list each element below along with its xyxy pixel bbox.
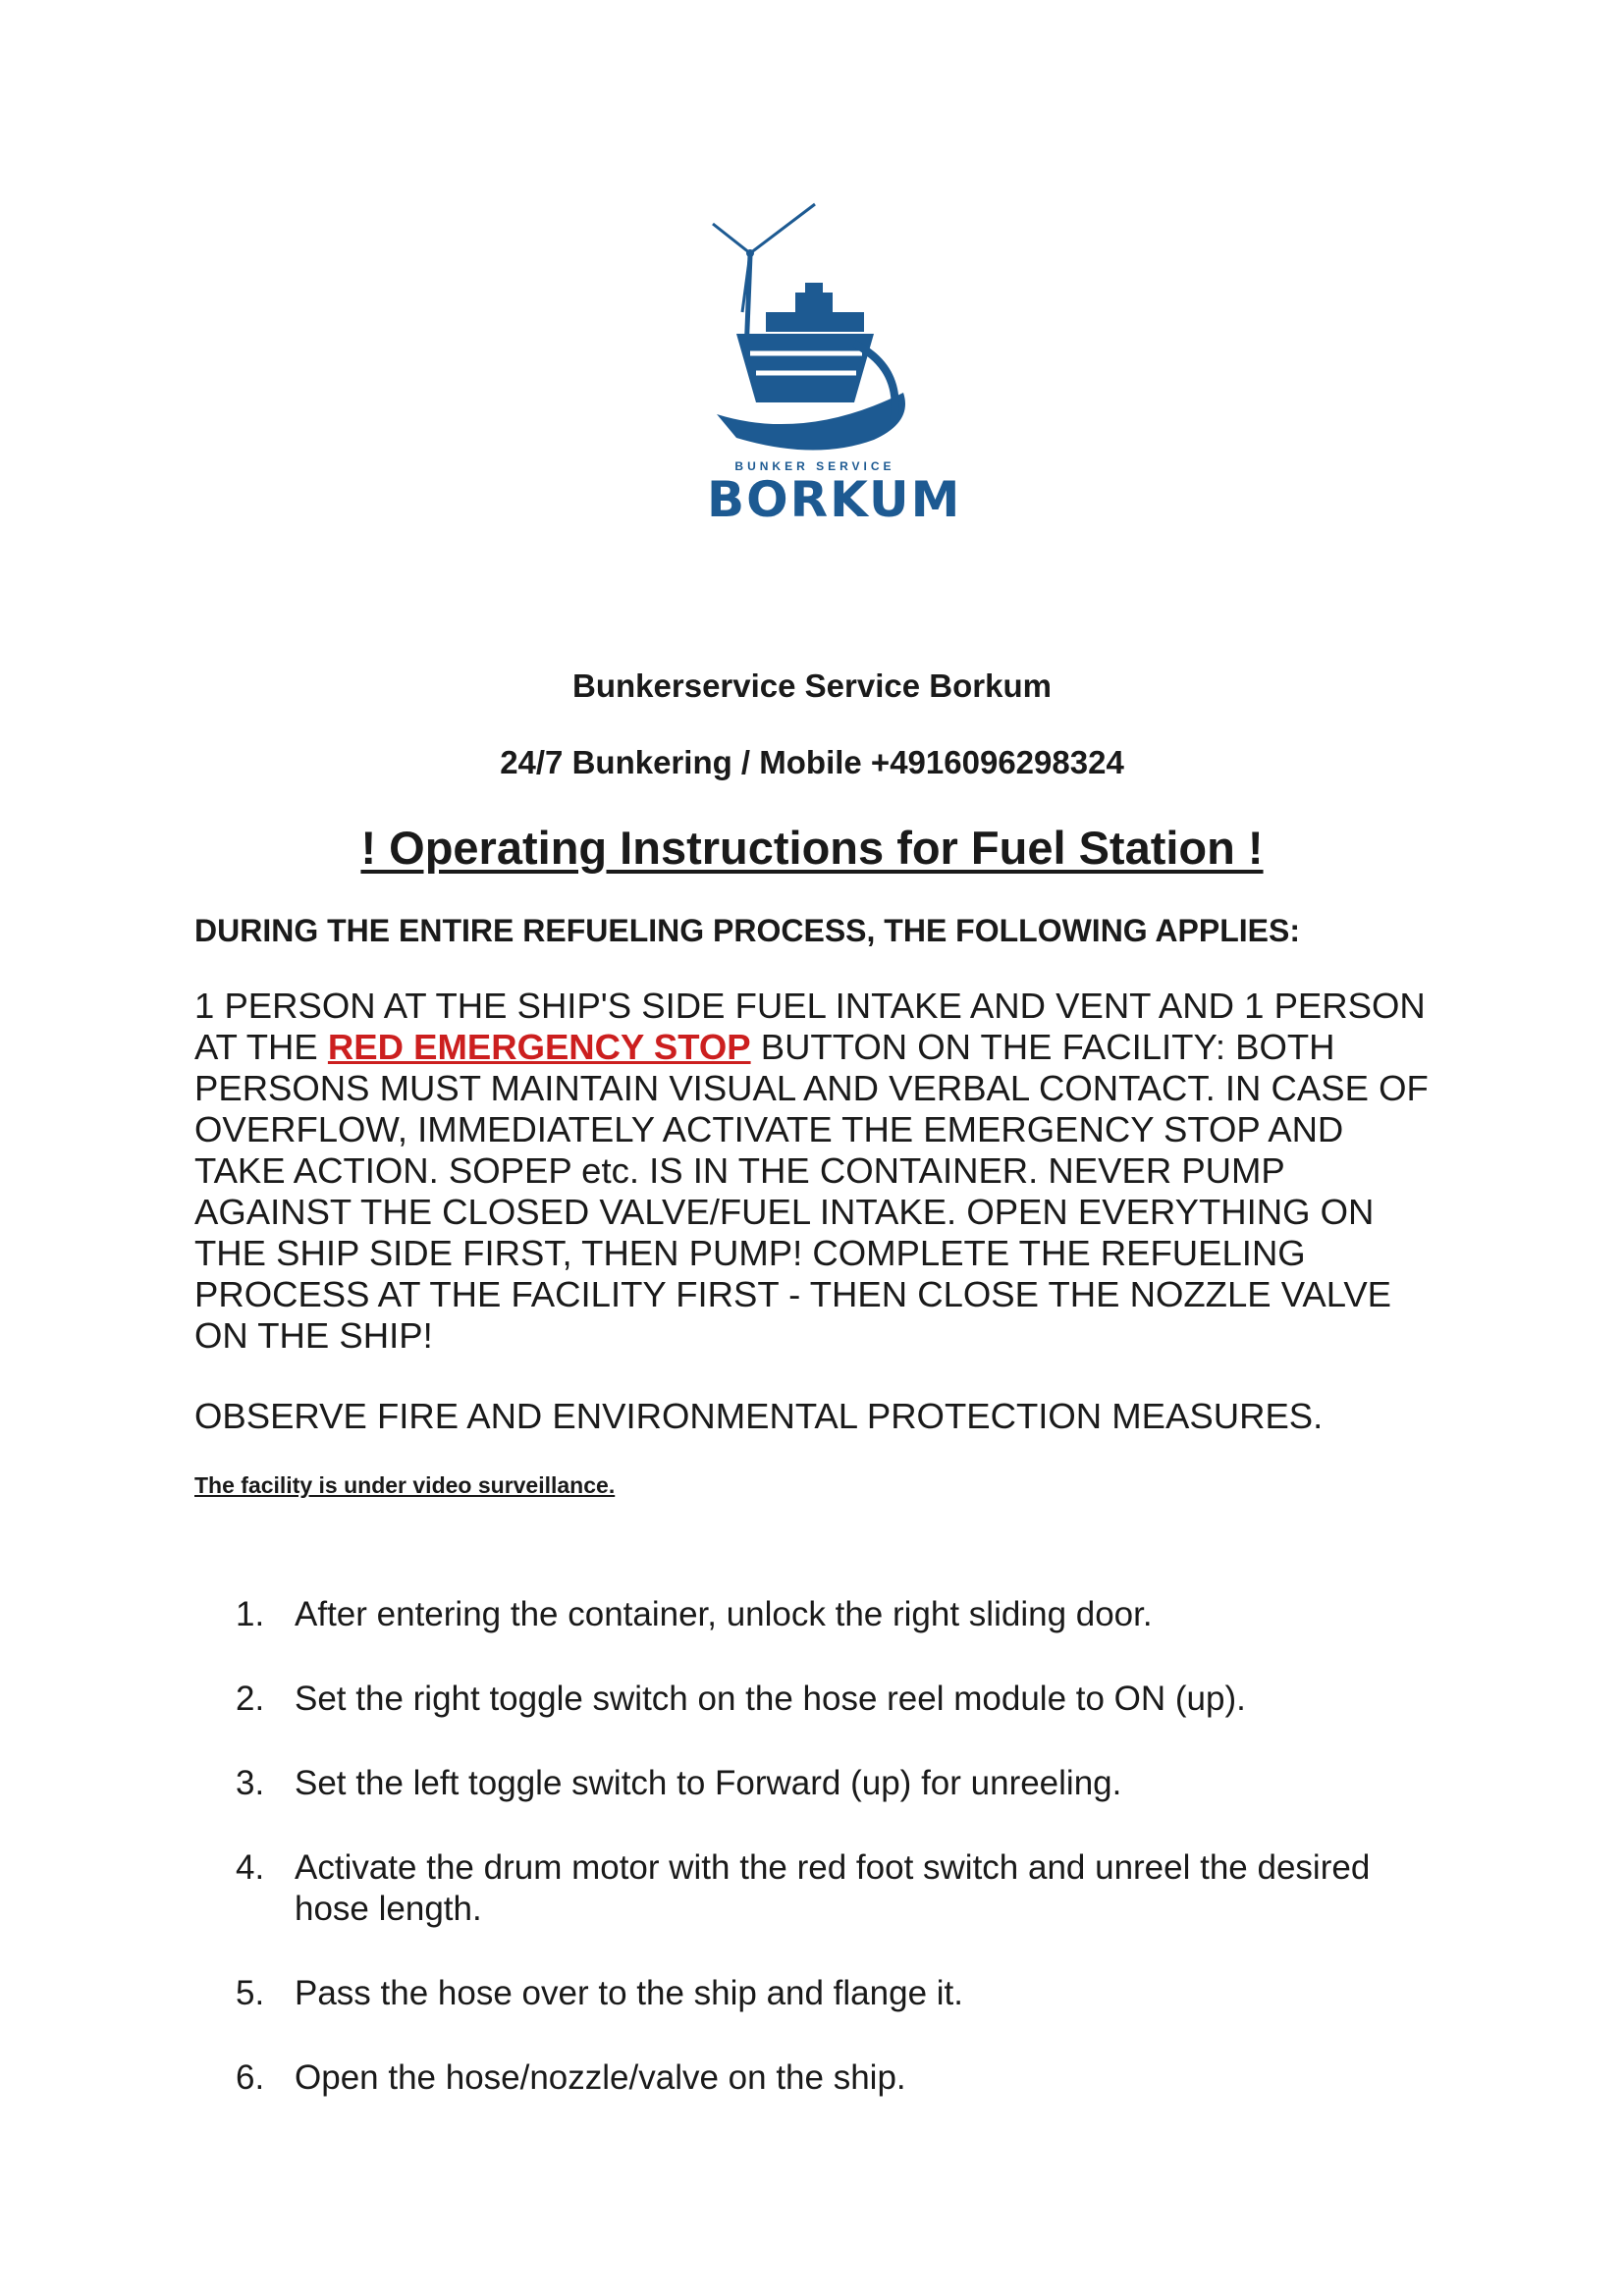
step-text: Activate the drum motor with the red foot switch and unreel the desired [295,1848,1371,1887]
ship-with-wind-turbine-logo [707,196,923,461]
paragraph-line: AGAINST THE CLOSED VALVE/FUEL INTAKE. OPEN EVERYTHING ON [194,1192,1375,1232]
applies-heading: DURING THE ENTIRE REFUELING PROCESS, THE FOLLOWING APPLIES: [194,913,1300,948]
step-number: 3. [236,1764,265,1802]
company-name: Bunkerservice Service Borkum [572,667,1052,704]
document-title: ! Operating Instructions for Fuel Station ! [360,822,1264,874]
paragraph-line: PROCESS AT THE FACILITY FIRST - THEN CLOSE THE NOZZLE VALVE [194,1274,1392,1314]
paragraph-line [194,1027,1451,1068]
paragraph-text: AT THE [194,1027,328,1067]
red-emergency-stop-highlight: RED EMERGENCY STOP [327,1027,751,1067]
step-text: Set the right toggle switch on the hose reel module to ON (up). [295,1680,1246,1718]
surveillance-notice: The facility is under video surveillance. [194,1472,616,1498]
paragraph-line: TAKE ACTION. SOPEP etc. IS IN THE CONTAINER. NEVER PUMP [194,1150,1285,1191]
step-1 [236,1594,1473,1635]
step-2 [236,1679,1473,1720]
step-text: Pass the hose over to the ship and flange it. [295,1974,963,2012]
step-number: 6. [236,2058,265,2097]
step-text: Open the hose/nozzle/valve on the ship. [295,2058,906,2097]
step-number: 1. [236,1595,265,1633]
step-number: 2. [236,1680,265,1718]
step-4 [236,1847,1473,1930]
paragraph-line: THE SHIP SIDE FIRST, THEN PUMP! COMPLETE THE REFUELING [194,1233,1306,1273]
step-text: After entering the container, unlock the right sliding door. [295,1595,1153,1633]
step-number: 5. [236,1974,265,2012]
step-6 [236,2057,1473,2099]
step-number: 4. [236,1848,265,1887]
company-logo [707,196,962,540]
step-5 [236,1973,1473,2014]
safety-paragraph [194,986,1451,1357]
step-text-continued: hose length. [295,1890,482,1928]
contact-line: 24/7 Bunkering / Mobile +4916096298324 [500,744,1124,780]
paragraph-line: OVERFLOW, IMMEDIATELY ACTIVATE THE EMERGENCY STOP AND [194,1109,1344,1149]
step-text: Set the left toggle switch to Forward (up) for unreeling. [295,1764,1122,1802]
step-3 [236,1763,1473,1804]
paragraph-text: BUTTON ON THE FACILITY: BOTH [750,1027,1335,1067]
paragraph-line: PERSONS MUST MAINTAIN VISUAL AND VERBAL CONTACT. IN CASE OF [194,1068,1429,1108]
paragraph-line: 1 PERSON AT THE SHIP'S SIDE FUEL INTAKE AND VENT AND 1 PERSON [194,986,1426,1026]
logo-subtitle: BUNKER SERVICE [734,459,895,473]
observe-notice: OBSERVE FIRE AND ENVIRONMENTAL PROTECTION MEASURES. [194,1396,1324,1436]
paragraph-line: ON THE SHIP! [194,1315,433,1356]
logo-title: BORKUM [707,471,962,528]
